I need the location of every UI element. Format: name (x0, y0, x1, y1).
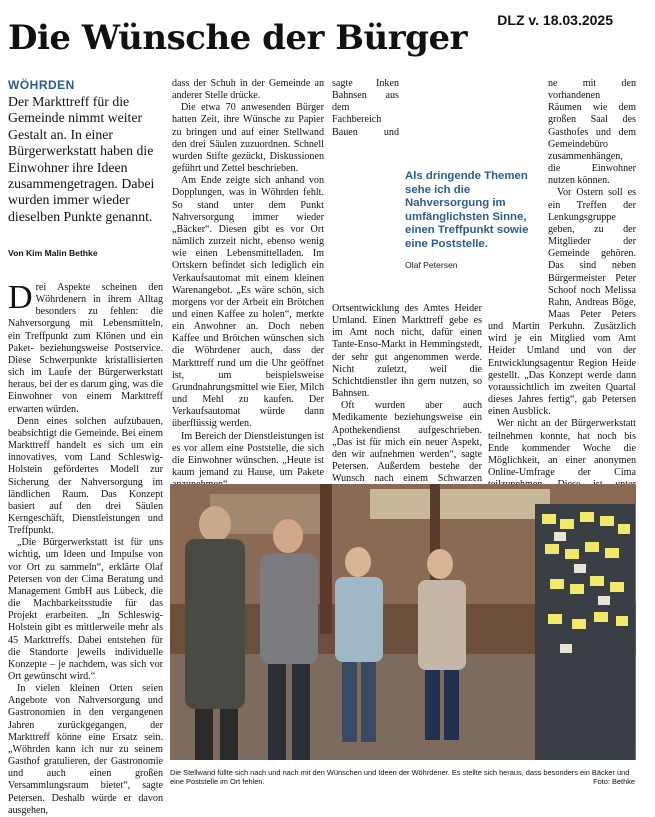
byline: Von Kim Malin Bethke (8, 248, 98, 258)
pull-quote-text: Als dringende Themen sehe ich die Nahversorgung im umfänglichsten Sinne, einen Treffpunkt sowie eine Poststelle. (405, 170, 529, 250)
pull-quote-author: Olaf Petersen (405, 259, 458, 270)
article-column-4 (488, 78, 636, 552)
paragraph: Im Bereich der Dienstleistungen ist es vor allem eine Poststelle, die sich die Einwohner wünschen. „Heute ist kaum jemand zu Hause, um Pakete (172, 430, 324, 478)
paragraph: In vielen kleinen Orten seien Angebote von Nahversorgung und Gastronomien in den vergangenen Jahren zurückgegangen, der Markttreff könne eine Ersatz sein. „Wöhrden kann ich nur zu seinem Gasthof gratulieren, der Gastronomie und auch einen großen Versammlungsraum bietet“, sagte Petersen. Deshalb würde er davon ausgehen, (8, 683, 163, 816)
paragraph: dass der Schuh in der Gemeinde an anderer Stelle drücke. (172, 78, 324, 102)
article-column-1 (8, 279, 163, 817)
source-label: DLZ v. 18.03.2025 (497, 12, 613, 28)
paragraph: rei Aspekte scheinen den Wöhrdenern in ihrem Alltag besonders zu fehlen: die Nahversorgung mit Lebensmitteln, ein Treffpunkt zum Klönen und ein Paket- beziehungsweise Postservice. Diese Schwerpunkte kristallisierten sich im Laufe der Bürgerwerkstatt heraus, bei der es darum ging, was die Einwohner von einem Markttreff erwarten würden. (8, 282, 163, 415)
kicker: WÖHRDEN (8, 78, 75, 92)
teaser: Der Markttreff für die Gemeinde nimmt weiter Gestalt an. In einer Bürgerwerkstatt haben die Einwohner ihre Ideen zusammengetragen. Dabei wurden immer wieder dieselben Punkte genannt. (8, 94, 155, 224)
photo-illustration (170, 484, 636, 760)
paragraph: Die etwa 70 anwesenden Bürger hatten Zeit, ihre Wünsche zu Papier zu bringen und auf einer Stellwand den drei Säulen zuzuordnen. Schnell wurden Stifte gezückt, Diskussionen geführt und Zettel beschrieben. (172, 102, 324, 175)
pull-quote (405, 170, 545, 270)
paragraph: Vor Ostern soll es ein Treffen der Lenkungsgruppe geben, zu der Mitglieder der Gemeinde gehören. Das sind neben Bürgermeister Peter Schoof noch Melissa Rahn, Andreas Böge, Maas Peter Peters und Martin Perkuhn. Zusätzlich wird je ein Mitglied vom Amt Heider Umland und von der Entwicklungsagentur Region Heide gestellt. „Das Konzept werde dann voraussichtlich im zweiten Quartal dieses Jahres fertig“, gab Petersen einen Ausblick. (488, 187, 636, 418)
paragraph: sagte Inken Bahnsen aus dem Fachbereich Bauen und Ortsentwicklung des Amtes Heider Umland. Einen Markttreff gebe es im Amt noch nicht, dafür einen Tante-Enso-Markt in Hemmingstedt, der sehr gut angenommen werde. Nicht zuletzt, weil die Schichtdienstler ihn gern nutzen, so Bahnsen. (332, 78, 482, 400)
headline: Die Wünsche der Bürger (8, 18, 467, 58)
paragraph: Oft wurden aber auch Medikamente beziehungsweise ein Apothekendienst aufgeschrieben. „Das ist für mich ein neuer Aspekt, den wir aufnehmen werden“, sagte Petersen. Außerdem bestehe der Wunsch nach einem Schwarzen (332, 400, 482, 485)
article-column-2 (172, 78, 324, 491)
photo-caption: Die Stellwand füllte sich nach und nach mit den Wünschen und Ideen der Wöhrdener. Es stellte sich heraus, dass besonders ein Bäcker und eine Poststelle im Ort fehlen. (170, 768, 630, 787)
photo-credit: Foto: Bethke (593, 777, 635, 786)
dropcap: D (8, 279, 33, 316)
paragraph: Wer nicht an der Bürgerwerkstatt teilnehmen konnte, hat noch bis Ende kommender Woche die Möglichkeit, an einer anonymen Online-Umfrage der Cima (488, 418, 636, 478)
paragraph: ne mit den vorhandenen Räumen wie dem großen Saal des Gasthofes und dem Gemeindebüro zusammenhängen, die Einwohner nutzen können. (548, 78, 636, 187)
paragraph: Am Ende zeigte sich anhand von Dopplungen, was in Wöhrden fehlt. So stand unter dem Punkt Nahversorgung immer wieder „Bäcker“. Diesen gibt es vor Ort nämlich zurzeit nicht, ebenso wenig wie einen Lebensmittelladen. Im Ortskern befindet sich lediglich ein Verkaufsautomat mit einem kleinen Warenangebot. „Es wäre schön, sich morgens vor der Arbeit ein Brötchen und einen Kaffee zu holen“, merkte ein Anwohner an. Doch neben Kaffee und Brötchen wünschen sich die Wöhrdener auch, dass der Markttreff rund um die Uhr geöffnet ist, um beispielsweise Grundnahrungsmittel wie Eier, Milch und Mehl zu kaufen. Der Verkaufsautomat würde dann überflüssig werden. (172, 175, 324, 430)
article-photo (170, 484, 636, 760)
paragraph: „Die Bürgerwerkstatt ist für uns wichtig, um Ideen und Impulse von vor Ort zu sammeln“, erklärte Olaf Petersen von der Cima Beratung und Management GmbH aus Lübeck, die die Machbarkeitsstudie für das Projekt erarbeiten. „In Schleswig-Holstein gibt es mittlerweile mehr als 45 Markttreffs. Dabei entstehen für die Standorte jeweils individuelle Konzepte – je nachdem, was sich vor Ort gewünscht wird.“ (8, 537, 163, 682)
paragraph: Denn eines solchen aufzubauen, beabsichtigt die Gemeinde. Bei einem Markttreff handelt es sich um ein innovatives, vom Land Schleswig-Holstein gefördertes Modell zur Sicherung der Nahversorgung im ländlichen Raum. Das Konzept basiert auf den drei Säulen Kerngeschäft, Dienstleistungen und Treffpunkt. (8, 415, 163, 537)
